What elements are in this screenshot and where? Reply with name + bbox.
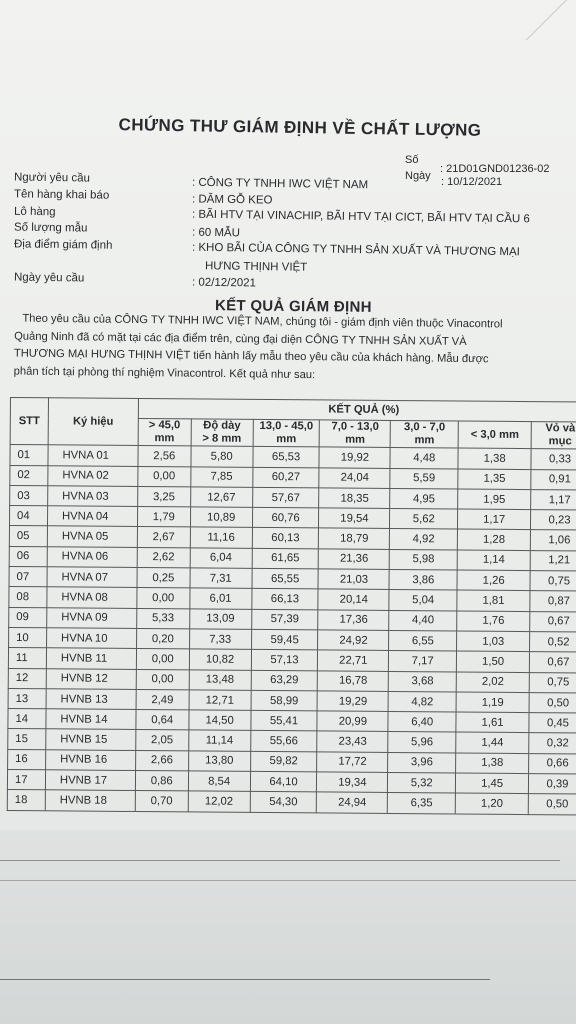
- row-value: 0,52: [530, 632, 576, 653]
- row-value: 7,85: [191, 467, 253, 488]
- row-value: 0,50: [529, 692, 576, 713]
- header-bark-rot: Vỏ và mục: [531, 422, 576, 449]
- row-value: 4,95: [390, 488, 458, 509]
- field-label: Tên hàng khai báo: [13, 188, 110, 202]
- row-value: 5,62: [390, 509, 458, 530]
- row-value: 0,70: [135, 791, 188, 812]
- row-value: 1,79: [137, 507, 190, 528]
- row-value: 1,28: [458, 530, 531, 551]
- field-value: : DĂM GỖ KEO: [191, 193, 273, 207]
- row-value: 60,76: [252, 508, 319, 529]
- row-value: 19,54: [319, 508, 390, 529]
- field-label: Số lượng mẫu: [13, 221, 88, 235]
- row-value: 60,13: [252, 528, 319, 549]
- row-code: HVNB 12: [46, 668, 136, 689]
- row-value: 0,23: [531, 510, 576, 531]
- table-row: [7, 790, 576, 815]
- row-stt: 08: [9, 587, 47, 608]
- row-value: 20,14: [318, 589, 389, 610]
- row-value: 24,04: [319, 468, 390, 489]
- row-value: 17,36: [318, 610, 389, 631]
- row-value: 21,36: [319, 549, 390, 570]
- row-stt: 12: [8, 668, 46, 689]
- row-code: HVNA 05: [47, 526, 137, 547]
- field-value: : CÔNG TY TNHH IWC VIỆT NAM: [191, 176, 369, 192]
- row-value: 3,86: [389, 570, 457, 591]
- row-value: 65,55: [252, 568, 319, 589]
- row-code: HVNA 02: [48, 465, 138, 486]
- row-value: 5,96: [388, 732, 456, 753]
- row-code: HVNB 16: [46, 750, 136, 771]
- row-value: 6,01: [190, 588, 252, 609]
- row-value: 1,14: [457, 550, 530, 571]
- row-value: 0,86: [135, 771, 188, 792]
- row-value: 11,14: [188, 730, 250, 751]
- row-value: 1,81: [457, 590, 530, 611]
- row-value: 2,67: [137, 527, 190, 548]
- row-value: 13,80: [188, 751, 250, 772]
- row-stt: 14: [8, 709, 46, 730]
- intro-line: THƯƠNG MẠI HƯNG THỊNH VIỆT tiến hành lấy mẫu theo yêu cầu của khách hàng. Mẫu được: [13, 347, 489, 366]
- row-value: 12,71: [189, 690, 251, 711]
- row-value: 1,17: [458, 509, 531, 530]
- header-3-7mm: 3,0 - 7,0 mm: [390, 421, 458, 449]
- row-value: 0,25: [137, 568, 190, 589]
- row-value: 4,40: [389, 610, 457, 631]
- field-value-continued: HƯNG THỊNH VIỆT: [204, 260, 308, 274]
- field-value: : KHO BÃI CỦA CÔNG TY TNHH SẢN XUẤT VÀ THƯƠNG MẠI: [191, 241, 520, 259]
- row-value: 1,20: [455, 793, 528, 814]
- row-value: 2,05: [136, 730, 189, 751]
- row-stt: 02: [10, 465, 48, 486]
- row-code: HVNA 07: [47, 567, 137, 588]
- document-title: CHỨNG THƯ GIÁM ĐỊNH VỀ CHẤT LƯỢNG: [118, 115, 482, 140]
- row-value: 5,59: [390, 468, 458, 489]
- field-value: : 02/12/2021: [191, 276, 257, 290]
- row-value: 1,06: [530, 530, 576, 551]
- row-value: 1,21: [530, 550, 576, 571]
- intro-line: Theo yêu cầu của CÔNG TY TNHH IWC VIỆT NAM, chúng tôi - giám định viên thuộc Vinacontrol: [22, 312, 503, 331]
- row-value: 57,13: [251, 650, 318, 671]
- row-value: 7,33: [189, 629, 251, 650]
- row-value: 12,67: [190, 487, 252, 508]
- row-code: HVNB 18: [45, 790, 135, 811]
- row-value: 6,04: [190, 548, 252, 569]
- row-value: 6,35: [388, 793, 456, 814]
- row-code: HVNA 09: [47, 607, 137, 628]
- row-value: 1,17: [531, 489, 576, 510]
- intro-paragraph: [14, 310, 576, 387]
- row-value: 0,00: [137, 588, 190, 609]
- row-value: 5,32: [388, 773, 456, 794]
- row-value: 4,82: [388, 691, 456, 712]
- sheet-edge: [0, 880, 576, 881]
- row-value: 24,92: [318, 630, 389, 651]
- row-value: 5,80: [191, 446, 253, 467]
- row-value: 57,39: [251, 609, 318, 630]
- row-code: HVNB 15: [46, 729, 136, 750]
- row-value: 12,02: [188, 791, 250, 812]
- header-13-45mm: 13,0 - 45,0 mm: [253, 420, 320, 448]
- row-value: 0,75: [530, 571, 576, 592]
- row-value: 3,25: [137, 486, 190, 507]
- row-value: 13,09: [189, 609, 251, 630]
- row-stt: 15: [8, 729, 46, 750]
- row-value: 0,45: [529, 713, 576, 734]
- row-value: 59,82: [250, 751, 317, 772]
- row-stt: 17: [7, 770, 45, 791]
- intro-line: Quảng Ninh đã có mặt tại các địa điểm trên, cùng đại diện CÔNG TY TNHH SẢN XUẤT VÀ: [14, 329, 467, 348]
- row-value: 19,92: [319, 447, 390, 468]
- row-code: HVNA 10: [46, 628, 136, 649]
- row-stt: 03: [10, 485, 48, 506]
- sheet-edge: [0, 860, 560, 861]
- row-value: 1,35: [458, 469, 531, 490]
- row-code: HVNA 04: [47, 506, 137, 527]
- row-stt: 06: [9, 546, 47, 567]
- row-value: 18,79: [319, 528, 390, 549]
- row-stt: 13: [8, 688, 46, 709]
- row-value: 0,64: [136, 710, 189, 731]
- header-thickness: Độ dày > 8 mm: [191, 419, 253, 446]
- row-value: 1,76: [457, 611, 530, 632]
- row-code: HVNB 11: [46, 648, 136, 669]
- row-stt: 16: [8, 749, 46, 770]
- row-value: 0,00: [136, 669, 189, 690]
- row-value: 0,50: [528, 794, 576, 815]
- header-over-45mm: > 45,0 mm: [138, 419, 191, 446]
- row-value: 13,48: [189, 669, 251, 690]
- row-code: HVNB 14: [46, 709, 136, 730]
- row-stt: 09: [9, 607, 47, 628]
- row-value: 55,66: [250, 731, 317, 752]
- row-stt: 10: [9, 627, 47, 648]
- row-value: 58,99: [251, 690, 318, 711]
- field-value: : 60 MẪU: [191, 226, 241, 240]
- row-value: 0,00: [136, 649, 189, 670]
- field-label: Lô hàng: [13, 205, 56, 219]
- row-value: 6,40: [388, 712, 456, 733]
- row-value: 0,67: [529, 652, 576, 673]
- row-value: 4,92: [390, 529, 458, 550]
- row-value: 0,00: [138, 466, 191, 487]
- row-code: HVNA 01: [48, 445, 138, 466]
- row-value: 10,82: [189, 649, 251, 670]
- row-value: 2,56: [138, 446, 191, 467]
- field-label: Địa điểm giám định: [13, 238, 113, 252]
- row-stt: 18: [7, 790, 45, 811]
- row-value: 0,66: [529, 753, 576, 774]
- row-value: 60,27: [252, 467, 319, 488]
- row-value: 2,02: [456, 672, 529, 693]
- row-stt: 11: [8, 648, 46, 669]
- field-label: Người yêu cầu: [13, 171, 91, 185]
- header-under-3mm: < 3,0 mm: [458, 421, 531, 449]
- row-value: 2,66: [135, 750, 188, 771]
- row-stt: 01: [10, 445, 48, 466]
- row-value: 1,38: [458, 448, 531, 469]
- section-title: KẾT QUẢ GIÁM ĐỊNH: [214, 297, 372, 316]
- row-value: 1,95: [458, 489, 531, 510]
- row-value: 1,03: [457, 631, 530, 652]
- ref-number: : 21D01GND01236-02: [440, 163, 550, 175]
- row-value: 0,32: [529, 733, 576, 754]
- row-stt: 05: [9, 526, 47, 547]
- row-stt: 07: [9, 567, 47, 588]
- row-value: 5,33: [136, 608, 189, 629]
- row-value: 1,61: [456, 712, 529, 733]
- row-value: 5,04: [389, 590, 457, 611]
- row-code: HVNB 13: [46, 689, 136, 710]
- issue-date: : 10/12/2021: [441, 176, 503, 188]
- row-value: 65,53: [253, 447, 320, 468]
- row-value: 4,48: [390, 448, 458, 469]
- row-stt: 04: [9, 506, 47, 527]
- row-value: 1,26: [457, 570, 530, 591]
- date-label: Ngày: [405, 170, 431, 182]
- row-value: 7,17: [389, 651, 457, 672]
- row-value: 5,98: [390, 549, 458, 570]
- ref-number-label: Số: [405, 154, 419, 166]
- row-value: 3,96: [388, 752, 456, 773]
- results-table: [7, 397, 576, 815]
- row-value: 7,31: [190, 568, 252, 589]
- row-value: 61,65: [252, 548, 319, 569]
- row-value: 1,19: [456, 692, 529, 713]
- row-value: 20,99: [317, 711, 388, 732]
- row-code: HVNA 03: [48, 486, 138, 507]
- row-value: 3,68: [389, 671, 457, 692]
- row-value: 64,10: [250, 771, 317, 792]
- row-value: 54,30: [250, 792, 317, 813]
- row-value: 2,49: [136, 689, 189, 710]
- header-7-13mm: 7,0 - 13,0 mm: [320, 420, 391, 448]
- row-value: 0,33: [531, 449, 576, 470]
- page-fold: [516, 0, 576, 40]
- row-value: 10,89: [190, 507, 252, 528]
- row-value: 1,50: [457, 651, 530, 672]
- row-value: 2,62: [137, 547, 190, 568]
- sheet-edge: [0, 979, 490, 980]
- field-label: Ngày yêu cầu: [13, 271, 85, 285]
- row-value: 24,94: [317, 792, 388, 813]
- row-value: 16,78: [318, 670, 389, 691]
- row-value: 22,71: [318, 650, 389, 671]
- row-value: 1,38: [456, 753, 529, 774]
- row-value: 11,16: [190, 527, 252, 548]
- row-value: 0,91: [531, 469, 576, 490]
- row-value: 0,39: [528, 774, 576, 795]
- row-value: 21,03: [318, 569, 389, 590]
- row-value: 59,45: [251, 629, 318, 650]
- row-value: 0,87: [530, 591, 576, 612]
- row-value: 1,44: [456, 732, 529, 753]
- row-value: 0,20: [136, 628, 189, 649]
- row-value: 23,43: [317, 731, 388, 752]
- header-results-group: KẾT QUẢ (%): [138, 399, 576, 423]
- header-code: Ký hiệu: [48, 398, 138, 446]
- field-value: : BÃI HTV TẠI VINACHIP, BÃI HTV TẠI CICT, BÃI HTV TẠI CẦU 6: [191, 208, 530, 226]
- row-value: 66,13: [251, 589, 318, 610]
- row-value: 1,45: [456, 773, 529, 794]
- row-value: 19,34: [317, 772, 388, 793]
- row-value: 0,67: [530, 611, 576, 632]
- row-value: 57,67: [252, 487, 319, 508]
- row-code: HVNA 06: [47, 547, 137, 568]
- intro-line: phân tích tại phòng thí nghiệm Vinacontrol. Kết quả như sau:: [13, 364, 316, 381]
- row-value: 63,29: [251, 670, 318, 691]
- row-code: HVNB 17: [45, 770, 135, 791]
- row-value: 18,35: [319, 488, 390, 509]
- row-value: 55,41: [250, 711, 317, 732]
- row-value: 8,54: [188, 771, 250, 792]
- row-code: HVNA 08: [47, 587, 137, 608]
- row-value: 0,75: [529, 672, 576, 693]
- results-body: [7, 445, 576, 815]
- header-stt: STT: [10, 398, 48, 446]
- row-value: 17,72: [317, 752, 388, 773]
- row-value: 14,50: [189, 710, 251, 731]
- row-value: 6,55: [389, 630, 457, 651]
- row-value: 19,29: [318, 691, 389, 712]
